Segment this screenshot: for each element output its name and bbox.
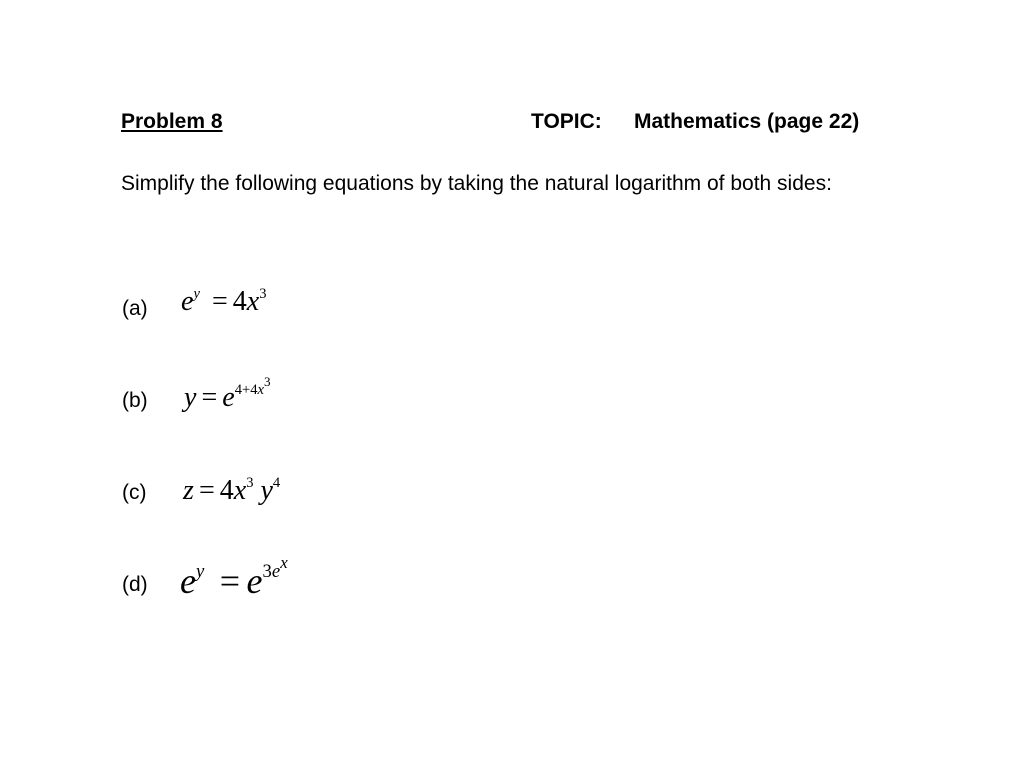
equation-d — [180, 552, 288, 601]
item-label-b: (b) — [122, 389, 148, 412]
eq-d-exp-coef: 3 — [262, 561, 272, 583]
eq-a-equals: = — [211, 286, 228, 317]
eq-b-exp-var: x — [257, 381, 264, 398]
item-label-a: (a) — [122, 297, 148, 320]
eq-c-lhs: z — [183, 475, 194, 506]
eq-b-rhs-base: e — [222, 382, 235, 413]
eq-d-exp-exp: x — [280, 552, 288, 572]
equation-c — [183, 474, 281, 506]
problem-title: Problem 8 — [121, 110, 223, 133]
eq-a-lhs-base: e — [181, 286, 194, 317]
eq-c-var2: y — [260, 475, 273, 506]
eq-d-lhs-base: e — [180, 561, 196, 601]
eq-b-equals: = — [201, 382, 218, 413]
topic-value: Mathematics (page 22) — [634, 110, 860, 133]
topic-label: TOPIC: — [531, 110, 602, 133]
equation-b — [184, 374, 271, 413]
eq-a-rhs-coef: 4 — [232, 286, 247, 317]
instructions: Simplify the following equations by taking the natural logarithm of both sides: — [121, 172, 832, 195]
eq-c-coef: 4 — [219, 475, 234, 506]
eq-c-var1: x — [233, 475, 247, 506]
eq-d-exp-base: e — [271, 561, 281, 583]
item-label-d: (d) — [122, 573, 148, 596]
eq-b-exp-const: 4+4 — [234, 381, 258, 398]
item-label-c: (c) — [122, 481, 147, 504]
eq-a-lhs-exp: y — [193, 285, 200, 302]
eq-b-exp-var-exp: 3 — [263, 374, 271, 390]
eq-c-var2-exp: 4 — [272, 474, 281, 491]
eq-b-lhs: y — [184, 382, 197, 413]
eq-a-rhs-var: x — [246, 286, 260, 317]
equation-a — [181, 285, 267, 317]
eq-c-equals: = — [198, 475, 215, 506]
eq-d-rhs-base: e — [246, 561, 263, 601]
eq-a-rhs-exp: 3 — [259, 285, 267, 302]
eq-d-equals: = — [219, 561, 241, 601]
eq-d-lhs-exp: y — [195, 561, 205, 583]
eq-c-var1-exp: 3 — [246, 474, 254, 491]
